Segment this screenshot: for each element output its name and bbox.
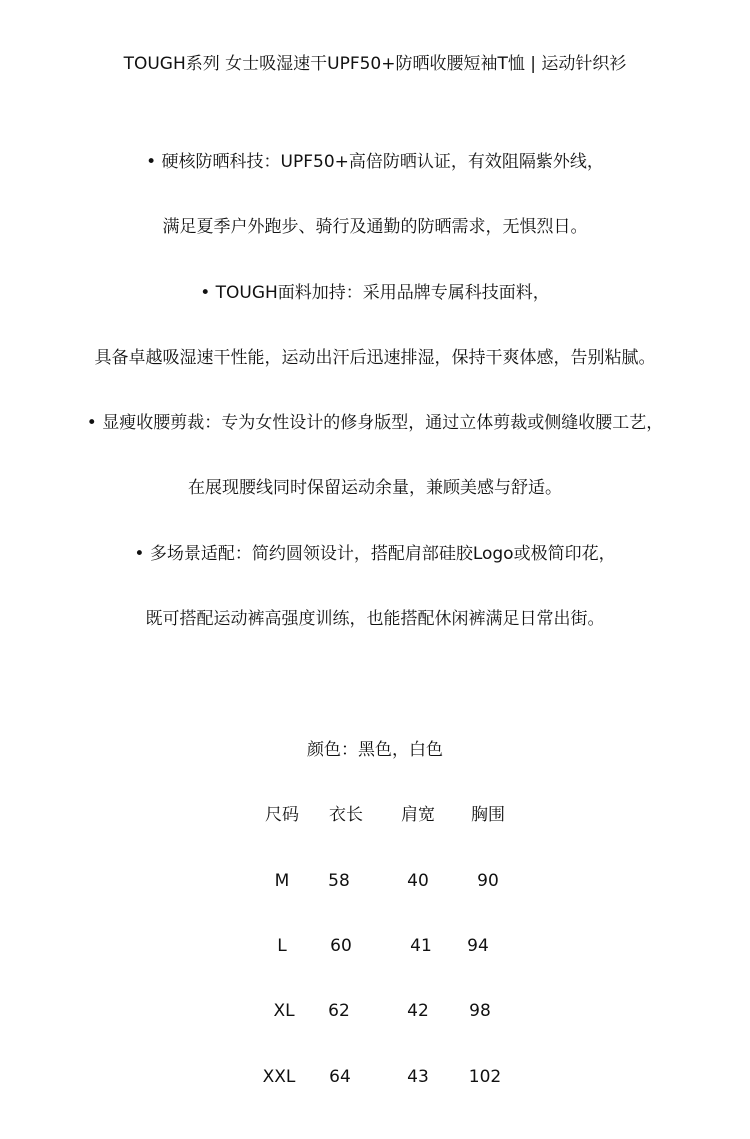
product-title: TOUGH系列 女士吸湿速干UPF50+防晒收腰短袖T恤 | 运动针织衫 bbox=[123, 54, 627, 74]
header-length: 衣长 bbox=[329, 805, 363, 825]
length-cell: 60 bbox=[330, 936, 352, 956]
feature-3-detail: 在展现腰线同时保留运动余量，兼顾美感与舒适。 bbox=[188, 478, 562, 498]
shoulder-cell: 40 bbox=[407, 871, 429, 891]
chest-cell: 94 bbox=[467, 936, 489, 956]
size-cell: XL bbox=[273, 1001, 295, 1021]
size-cell: XXL bbox=[262, 1067, 296, 1087]
feature-1-detail: 满足夏季户外跑步、骑行及通勤的防晒需求，无惧烈日。 bbox=[162, 217, 588, 237]
shoulder-cell: 42 bbox=[407, 1001, 429, 1021]
chest-cell: 90 bbox=[477, 871, 499, 891]
feature-2-heading: • TOUGH面料加持：采用品牌专属科技面料， bbox=[200, 283, 550, 303]
size-cell: L bbox=[277, 936, 287, 956]
feature-1-heading: • 硬核防晒科技：UPF50+高倍防晒认证，有效阻隔紫外线， bbox=[146, 152, 604, 172]
colors-line: 颜色：黑色，白色 bbox=[307, 740, 443, 760]
header-shoulder: 肩宽 bbox=[401, 805, 435, 825]
shoulder-cell: 41 bbox=[410, 936, 432, 956]
length-cell: 62 bbox=[328, 1001, 350, 1021]
size-cell: M bbox=[274, 871, 290, 891]
feature-3-heading: • 显瘦收腰剪裁：专为女性设计的修身版型，通过立体剪裁或侧缝收腰工艺， bbox=[86, 413, 664, 433]
feature-4-heading: • 多场景适配：简约圆领设计，搭配肩部硅胶Logo或极简印花， bbox=[134, 544, 616, 564]
chest-cell: 102 bbox=[468, 1067, 502, 1087]
chest-cell: 98 bbox=[469, 1001, 491, 1021]
length-cell: 64 bbox=[329, 1067, 351, 1087]
feature-4-detail: 既可搭配运动裤高强度训练，也能搭配休闲裤满足日常出街。 bbox=[145, 609, 605, 629]
shoulder-cell: 43 bbox=[407, 1067, 429, 1087]
header-size: 尺码 bbox=[265, 805, 299, 825]
length-cell: 58 bbox=[328, 871, 350, 891]
feature-2-detail: 具备卓越吸湿速干性能，运动出汗后迅速排湿，保持干爽体感，告别粘腻。 bbox=[94, 348, 656, 368]
header-chest: 胸围 bbox=[471, 805, 505, 825]
